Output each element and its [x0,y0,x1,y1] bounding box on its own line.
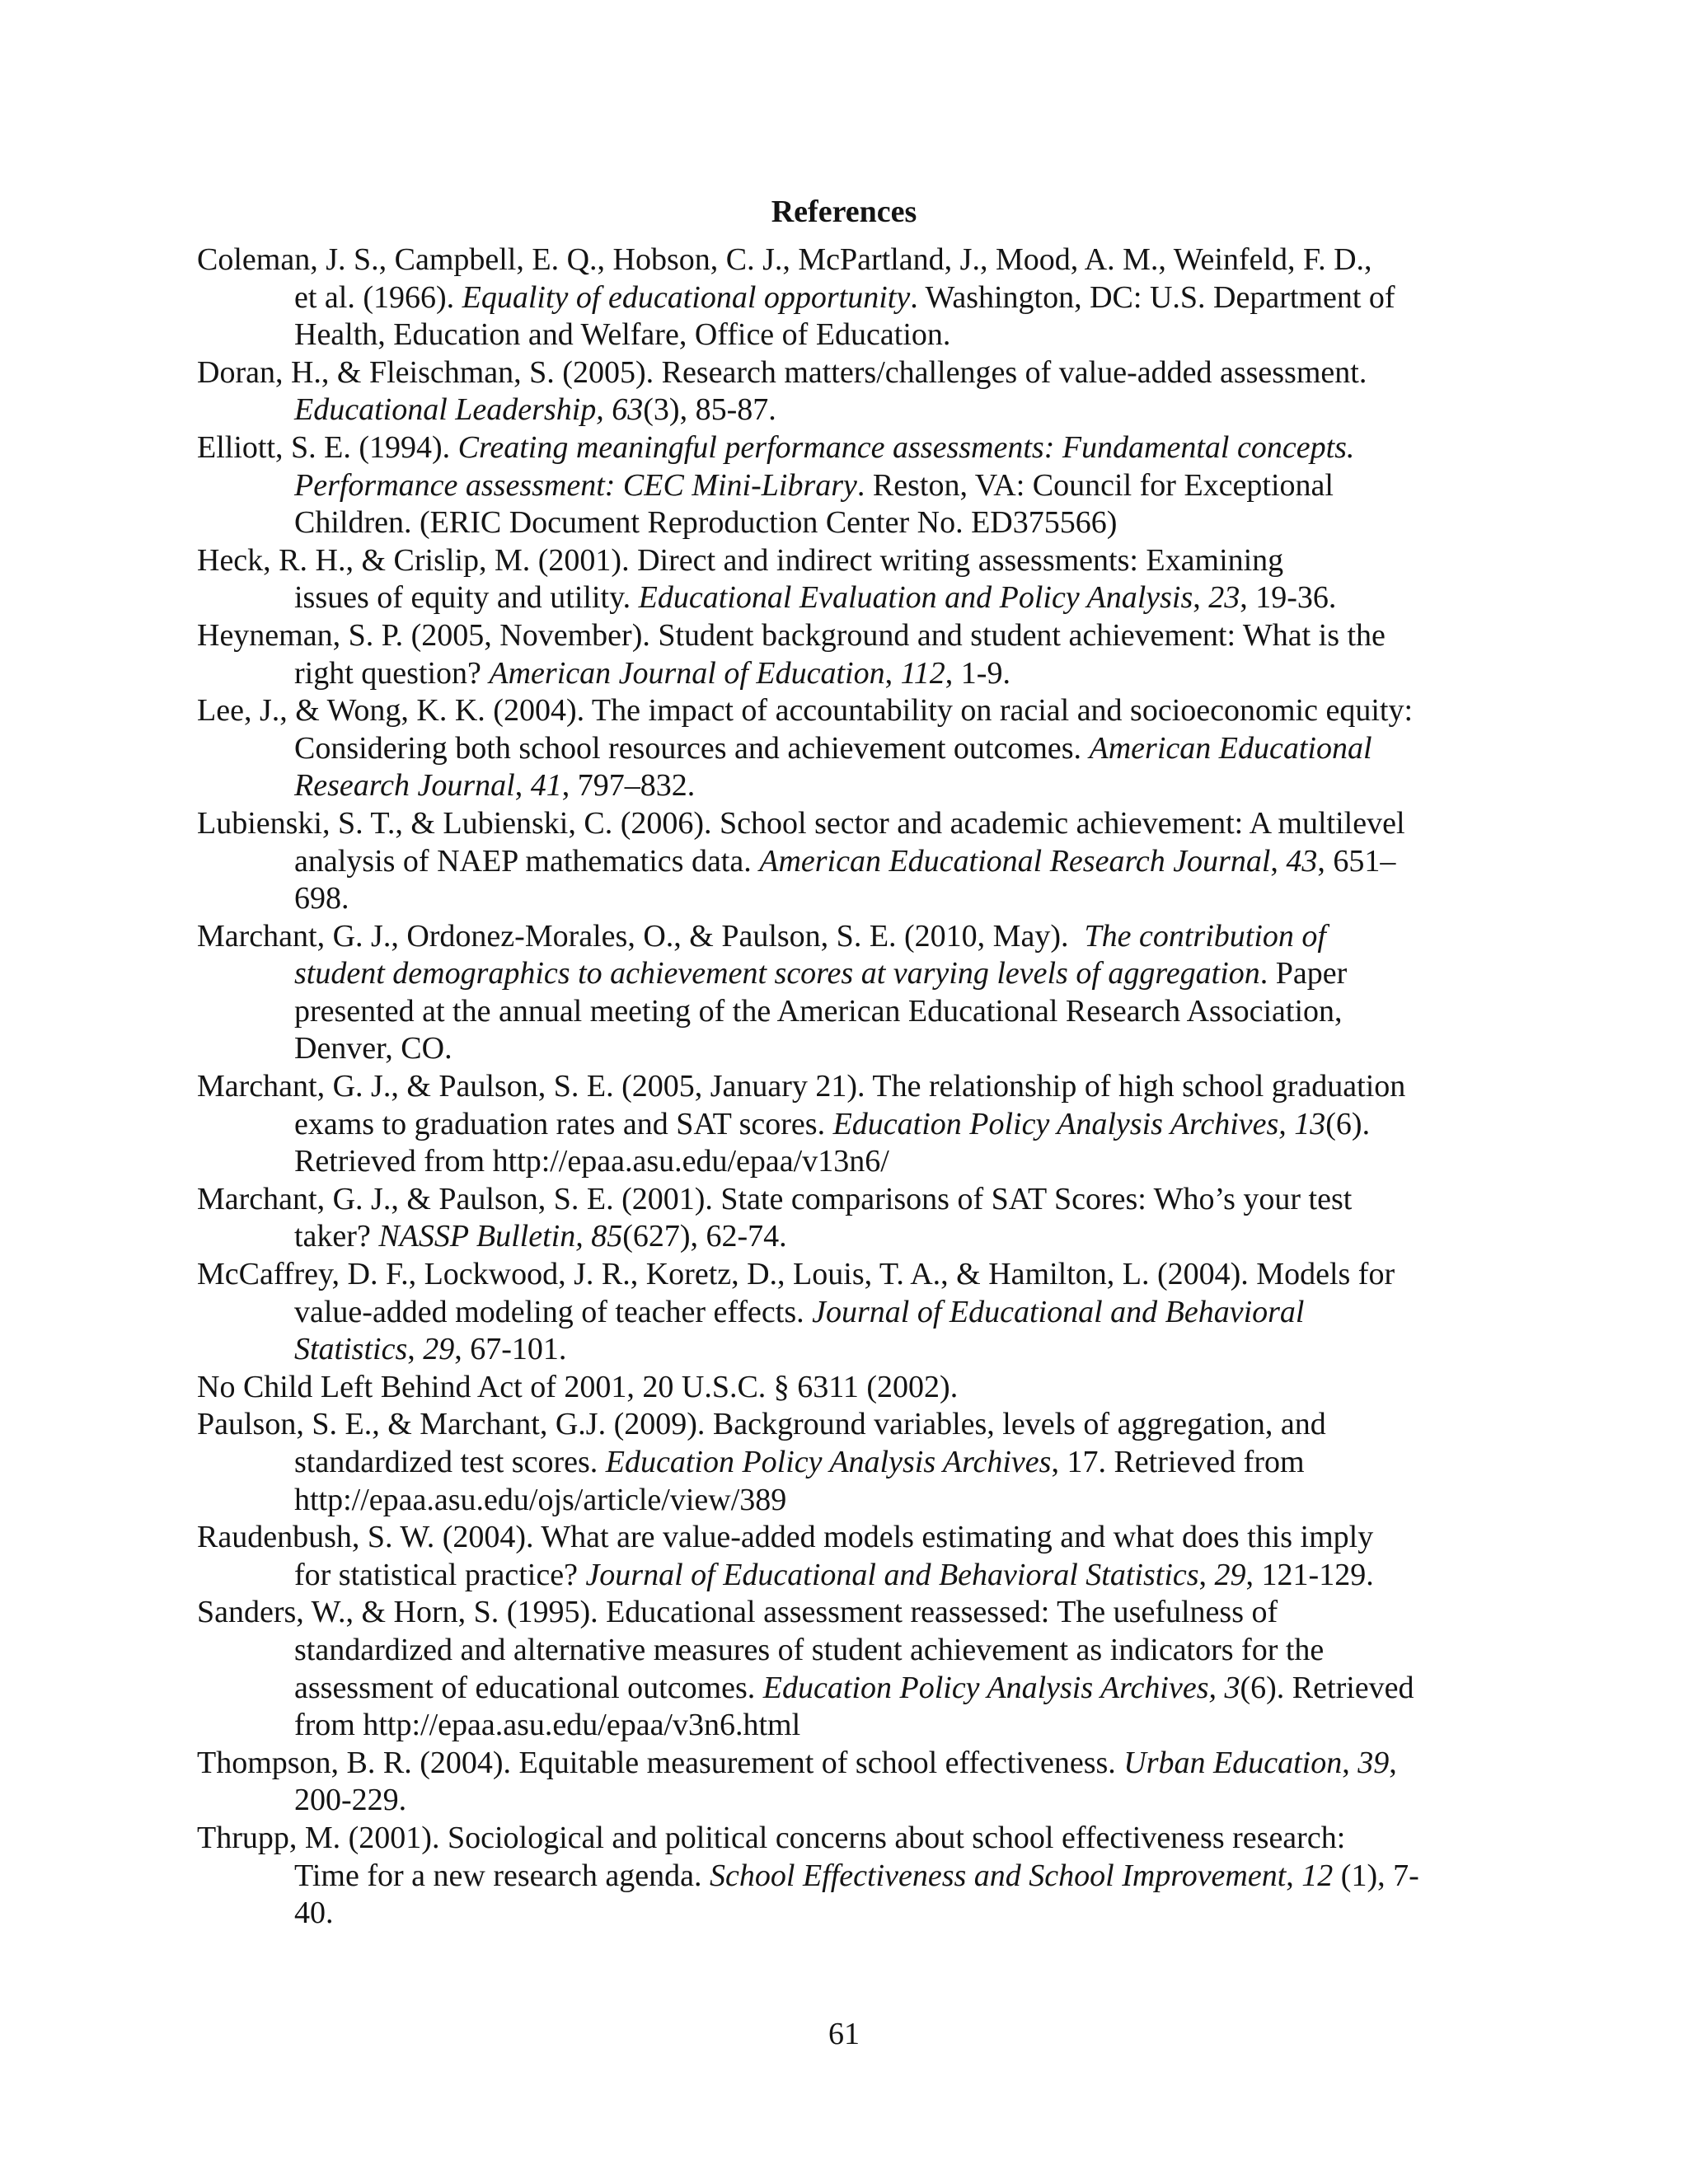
ref-text: value-added modeling of teacher effects. [294,1294,813,1329]
ref-source: Research Journal [294,768,515,804]
reference-entry-coleman [197,241,1507,354]
ref-text: (3), 85-87. [643,392,776,428]
ref-text: , 797–832. [561,768,696,804]
ref-text: standardized and alternative measures of student achievement as indicators for the [294,1632,1325,1667]
ref-text: Considering both school resources and achievement outcomes. [294,730,1090,766]
ref-text: Coleman, J. S., Campbell, E. Q., Hobson, C. J., McPartland, J., Mood, A. M., Weinfeld, F. D., [197,242,1372,277]
ref-source: American Journal of Education [489,655,885,691]
ref-text: , [514,768,531,804]
reference-entry-marchant-2010 [197,918,1507,1068]
reference-entry-heck [197,542,1507,617]
ref-text: . Washington, DC: U.S. Department of [910,279,1395,315]
ref-source: American Educational [1089,730,1372,766]
ref-text: analysis of NAEP mathematics data. [294,843,760,879]
ref-text: . Paper [1259,956,1348,991]
ref-text: Heck, R. H., & Crislip, M. (2001). Direct and indirect writing assessments: Examining [197,542,1284,578]
ref-text: Thrupp, M. (2001). Sociological and political concerns about school effectiveness research: [197,1820,1346,1855]
ref-source: School Effectiveness and School Improvement [710,1858,1287,1893]
reference-entry-nclb [197,1369,1507,1407]
page-title: References [771,194,917,229]
ref-text: Doran, H., & Fleischman, S. (2005). Research matters/challenges of value-added assessment. [197,354,1367,390]
ref-title: Performance assessment: CEC Mini-Library [294,467,857,503]
ref-title: Creating meaningful performance assessments: Fundamental concepts. [457,429,1355,465]
ref-text: 200-229. [294,1783,407,1818]
reference-entry-marchant-2005 [197,1068,1507,1181]
reference-entry-doran [197,354,1507,429]
ref-text: Marchant, G. J., & Paulson, S. E. (2005, January 21). The relationship of high school graduation [197,1069,1406,1104]
ref-text: (6). [1325,1106,1371,1141]
ref-text: et al. (1966). [294,279,462,315]
ref-text: , [884,655,901,691]
ref-text: , 67-101. [454,1332,567,1367]
reference-entry-raudenbush [197,1519,1507,1594]
ref-text: Lubienski, S. T., & Lubienski, C. (2006). School sector and academic achievement: A multilevel [197,805,1405,841]
ref-text: , [1286,1858,1302,1893]
ref-text: Denver, CO. [294,1031,452,1066]
ref-volume: 41 [530,768,562,804]
ref-source: Urban Education [1123,1745,1343,1780]
ref-text: from http://epaa.asu.edu/epaa/v3n6.html [294,1708,801,1743]
ref-volume: 39 [1357,1745,1390,1780]
ref-text: , [1193,580,1209,616]
ref-text: Raudenbush, S. W. (2004). What are value-added models estimating and what does this imply [197,1520,1374,1555]
ref-text: Children. (ERIC Document Reproduction Center No. ED375566) [294,505,1118,541]
ref-text: , 651– [1317,843,1396,879]
ref-text: presented at the annual meeting of the American Educational Research Association, [294,993,1343,1029]
ref-source: Journal of Educational and Behavioral [812,1294,1305,1329]
ref-text: , [1389,1745,1397,1780]
reference-entry-sanders [197,1594,1507,1744]
ref-text: No Child Left Behind Act of 2001, 20 U.S.C. § 6311 (2002). [197,1369,959,1404]
ref-title: Equality of educational opportunity [462,279,911,315]
reference-list [197,241,1507,1933]
ref-text: Sanders, W., & Horn, S. (1995). Educational assessment reassessed: The usefulness of [197,1595,1278,1630]
ref-text: (627), 62-74. [622,1219,787,1254]
reference-entry-lubienski [197,805,1507,918]
ref-volume: 43 [1286,843,1318,879]
ref-text: Retrieved from http://epaa.asu.edu/epaa/v13n6/ [294,1144,889,1179]
reference-entry-mccaffrey [197,1256,1507,1369]
page-number: 61 [828,2017,860,2051]
ref-text: . Reston, VA: Council for Exceptional [856,467,1334,503]
ref-text: Elliott, S. E. (1994). [197,429,458,465]
ref-text: , 121-129. [1245,1557,1374,1592]
ref-source: Education Policy Analysis Archives [605,1445,1052,1479]
ref-text: issues of equity and utility. [294,580,639,616]
ref-text: Paulson, S. E., & Marchant, G.J. (2009). Background variables, levels of aggregation, and [197,1407,1326,1442]
ref-text: exams to graduation rates and SAT scores. [294,1106,833,1141]
ref-text: 40. [294,1896,334,1931]
ref-source: American Educational Research Journal [759,843,1271,879]
ref-text: , [1270,843,1287,879]
ref-text: , 1-9. [945,655,1010,691]
reference-entry-marchant-2001 [197,1181,1507,1256]
ref-title: student demographics to achievement scores at varying levels of aggregation [294,956,1260,991]
reference-entry-thrupp [197,1820,1507,1933]
ref-text: , [1342,1745,1358,1780]
ref-text: right question? [294,655,490,691]
ref-text: (6). Retrieved [1240,1670,1414,1705]
reference-entry-lee [197,692,1507,805]
ref-text: Health, Education and Welfare, Office of Education. [294,317,951,353]
ref-volume: 29 [1214,1557,1246,1592]
ref-volume: 112 [900,655,945,691]
ref-text: , [1198,1557,1215,1592]
ref-source: Statistics [294,1332,408,1367]
ref-text: McCaffrey, D. F., Lockwood, J. R., Koretz, D., Louis, T. A., & Hamilton, L. (2004). Models for [197,1257,1395,1292]
ref-text: , 19-36. [1240,580,1337,616]
ref-text: Heyneman, S. P. (2005, November). Student background and student achievement: What is the [197,617,1386,653]
ref-text: 698. [294,881,349,916]
ref-text: Marchant, G. J., Ordonez-Morales, O., & Paulson, S. E. (2010, May). [197,918,1085,954]
ref-volume: 29 [423,1332,455,1367]
ref-source: Education Policy Analysis Archives, 3 [762,1670,1240,1705]
ref-source: Journal of Educational and Behavioral Statistics [585,1557,1199,1592]
ref-text: standardized test scores. [294,1445,606,1479]
ref-text: http://epaa.asu.edu/ojs/article/view/389 [294,1482,787,1517]
ref-text: , 17. Retrieved from [1051,1445,1305,1479]
reference-entry-thompson [197,1745,1507,1820]
reference-entry-paulson [197,1406,1507,1519]
ref-text: Marchant, G. J., & Paulson, S. E. (2001). State comparisons of SAT Scores: Who’s your test [197,1181,1353,1216]
ref-source: NASSP Bulletin, 85 [378,1219,623,1254]
ref-volume: 12 [1301,1858,1334,1893]
ref-text: Time for a new research agenda. [294,1858,710,1893]
ref-text: taker? [294,1219,379,1254]
reference-entry-heyneman [197,617,1507,692]
ref-text: assessment of educational outcomes. [294,1670,763,1705]
ref-source: Educational Evaluation and Policy Analysis [638,580,1193,616]
ref-title: The contribution of [1084,918,1326,954]
ref-text: Thompson, B. R. (2004). Equitable measurement of school effectiveness. [197,1745,1124,1780]
ref-text: , [407,1332,424,1367]
ref-source: Educational Leadership, 63 [294,392,644,428]
ref-source: Education Policy Analysis Archives, 13 [832,1106,1326,1141]
ref-volume: 23 [1208,580,1240,616]
reference-entry-elliott [197,429,1507,542]
ref-text: for statistical practice? [294,1557,586,1592]
ref-text: (1), 7- [1333,1858,1419,1893]
ref-text: Lee, J., & Wong, K. K. (2004). The impact of accountability on racial and socioeconomic equity: [197,693,1414,729]
